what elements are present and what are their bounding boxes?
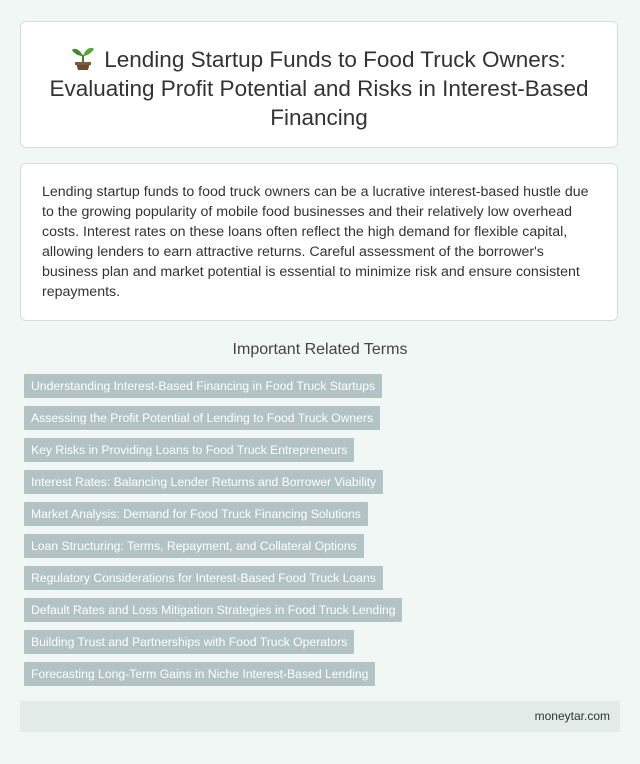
sprout-icon <box>72 44 94 70</box>
list-item <box>24 566 402 590</box>
list-item <box>24 662 402 686</box>
related-term-tag[interactable]: Building Trust and Partnerships with Food Truck Operators <box>24 630 354 654</box>
summary-card <box>20 163 618 321</box>
related-terms-list <box>24 374 402 694</box>
summary-text: Lending startup funds to food truck owners can be a lucrative interest-based hustle due to the growing popularity of mobile food businesses and their relatively low overhead costs. Interest rates on these loans often reflect the high demand for flexible capital, allowing lenders to earn attractive returns. Careful assessment of the borrower's business plan and market potential is essential to minimize risk and ensure consistent repayments. <box>42 184 589 300</box>
list-item <box>24 534 402 558</box>
related-term-tag[interactable]: Default Rates and Loss Mitigation Strategies in Food Truck Lending <box>24 598 402 622</box>
list-item <box>24 598 402 622</box>
list-item <box>24 406 402 430</box>
related-term-tag[interactable]: Understanding Interest-Based Financing in Food Truck Startups <box>24 374 382 398</box>
related-term-tag[interactable]: Assessing the Profit Potential of Lending to Food Truck Owners <box>24 406 380 430</box>
related-term-tag[interactable]: Regulatory Considerations for Interest-Based Food Truck Loans <box>24 566 383 590</box>
related-terms-heading: Important Related Terms <box>232 341 408 358</box>
footer <box>20 701 620 732</box>
list-item <box>24 374 402 398</box>
related-term-tag[interactable]: Loan Structuring: Terms, Repayment, and Collateral Options <box>24 534 364 558</box>
list-item <box>24 438 402 462</box>
related-term-tag[interactable]: Interest Rates: Balancing Lender Returns and Borrower Viability <box>24 470 383 494</box>
list-item <box>24 502 402 526</box>
related-term-tag[interactable]: Forecasting Long-Term Gains in Niche Interest-Based Lending <box>24 662 375 686</box>
related-term-tag[interactable]: Key Risks in Providing Loans to Food Truck Entrepreneurs <box>24 438 354 462</box>
list-item <box>24 630 402 654</box>
footer-site-name[interactable]: moneytar.com <box>534 709 610 723</box>
title-card <box>20 21 618 148</box>
list-item <box>24 470 402 494</box>
page-title-text: Lending Startup Funds to Food Truck Owners: Evaluating Profit Potential and Risks in Interest-Based Financing <box>49 47 589 130</box>
related-term-tag[interactable]: Market Analysis: Demand for Food Truck Financing Solutions <box>24 502 368 526</box>
page-title <box>37 44 601 132</box>
